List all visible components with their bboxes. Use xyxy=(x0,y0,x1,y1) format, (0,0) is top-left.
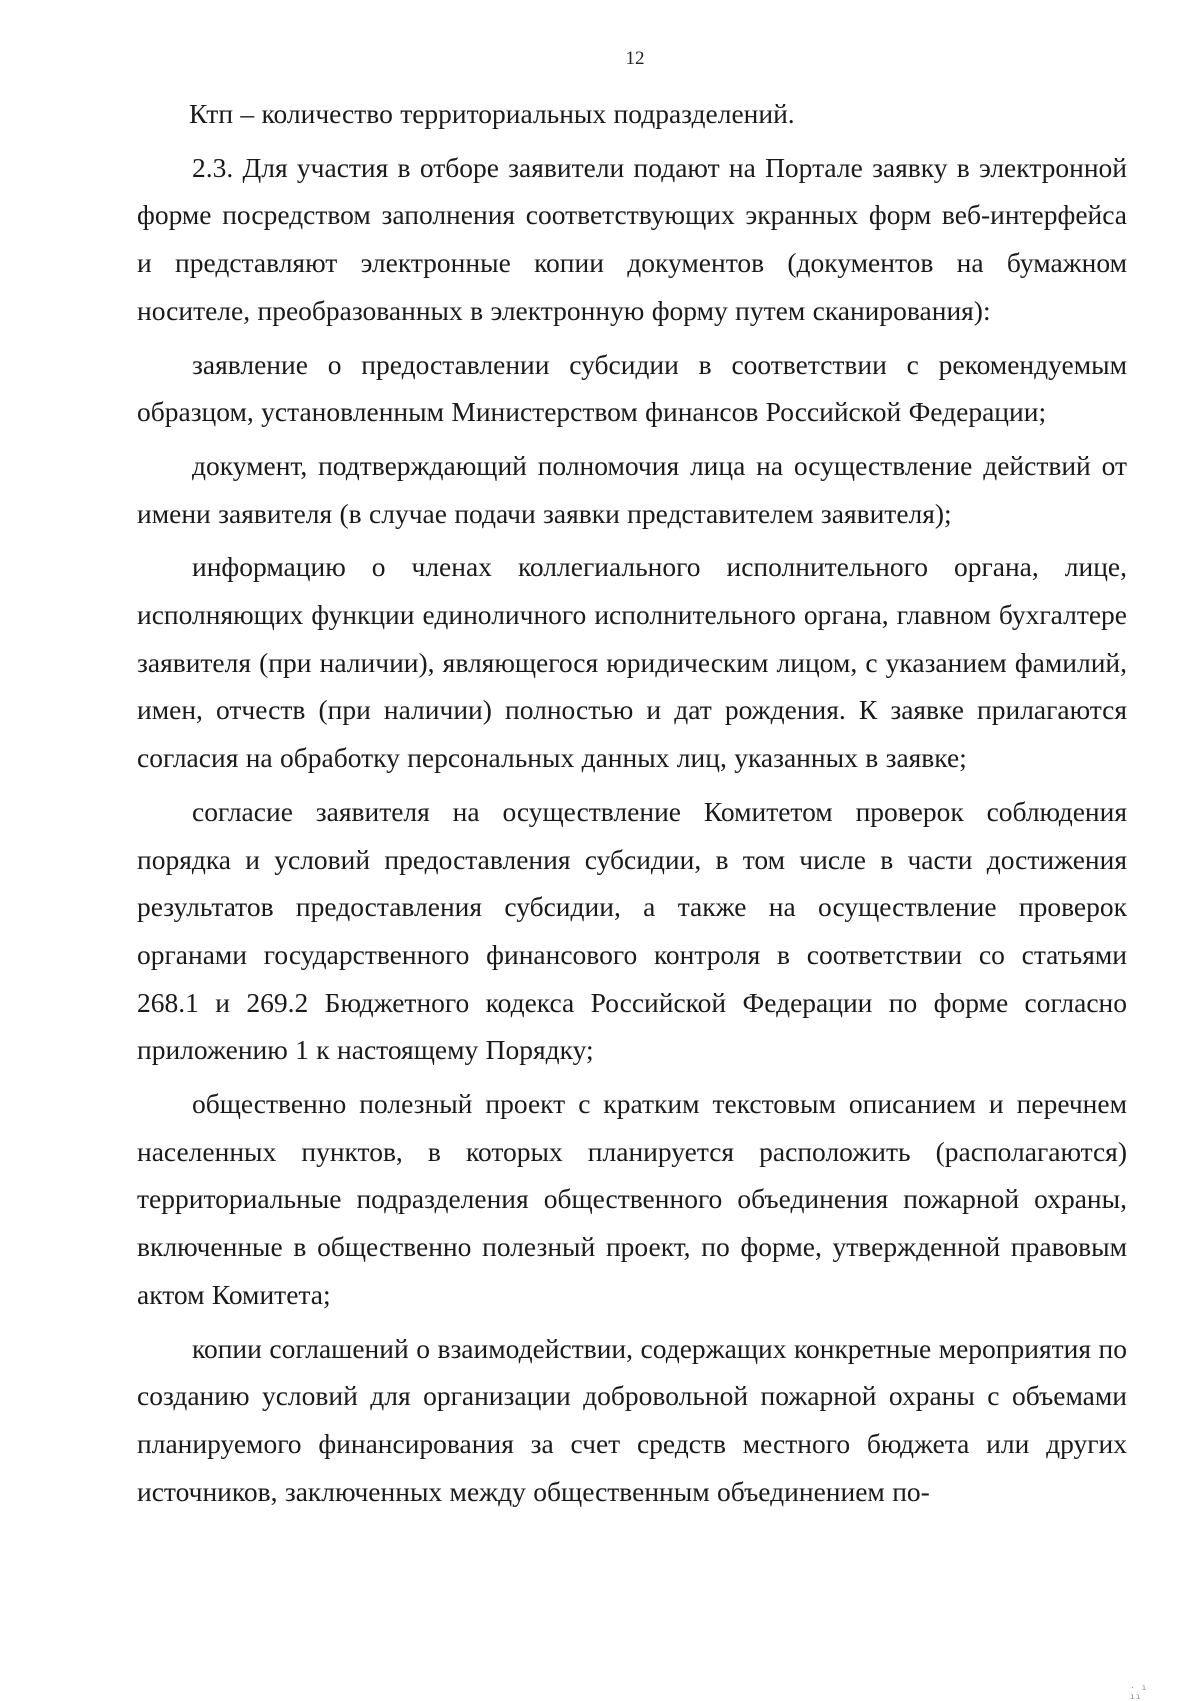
document-body xyxy=(137,90,1127,1515)
paragraph-cooperation-agreements: копии соглашений о взаимодействии, содержащих конкретные мероприятия по созданию условий для организации добровольной пожарной охраны с объемами планируемого финансирования за счет средств местного бюджета или других источников, заключенных между общественным объединением по- xyxy=(137,1332,1127,1507)
paragraph-ktp-definition: Ктп – количество территориальных подразделений. xyxy=(189,98,795,129)
paragraph-subsidy-application: заявление о предоставлении субсидии в соответствии с рекомендуемым образцом, установленным Министерством финансов Российской Федерации; xyxy=(137,348,1127,428)
paragraph-board-members-info: информацию о членах коллегиального исполнительного органа, лице, исполняющих функции единоличного исполнительного органа, главном бухгалтере заявителя (при наличии), являющегося юридическим лицом, с указанием фамилий, имен, отчеств (при наличии) полностью и дат рождения. К заявке прилагаются согласия на обработку персональных данных лиц, указанных в заявке; xyxy=(137,551,1127,774)
paragraph-authority-document: документ, подтверждающий полномочия лица на осуществление действий от имени заявителя (в случае подачи заявки представителем заявителя); xyxy=(137,449,1127,529)
paragraph-section-2-3: 2.3. Для участия в отборе заявители подают на Портале заявку в электронной форме посредством заполнения соответствующих экранных форм веб-интерфейса и представляют электронные копии документов (документов на бумажном носителе, преобразованных в электронную форму путем сканирования): xyxy=(137,151,1127,326)
paragraph-public-project: общественно полезный проект с кратким текстовым описанием и перечнем населенных пунктов, в которых планируется расположить (располагаются) территориальные подразделения общественного объединения пожарной охраны, включенные в общественно полезный проект, по форме, утвержденной правовым актом Комитета; xyxy=(137,1088,1127,1310)
paragraph-inspection-consent: согласие заявителя на осуществление Комитетом проверок соблюдения порядка и условий предоставления субсидии, в том числе в части достижения результатов предоставления субсидии, а также на осуществление проверок органами государственного финансового контроля в соответствии со статьями 268.1 и 269.2 Бюджетного кодекса Российской Федерации по форме согласно приложению 1 к настоящему Порядку; xyxy=(137,795,1127,1066)
page-number: 12 xyxy=(625,48,645,69)
scan-artifact: · ı ıı xyxy=(1130,1683,1148,1701)
